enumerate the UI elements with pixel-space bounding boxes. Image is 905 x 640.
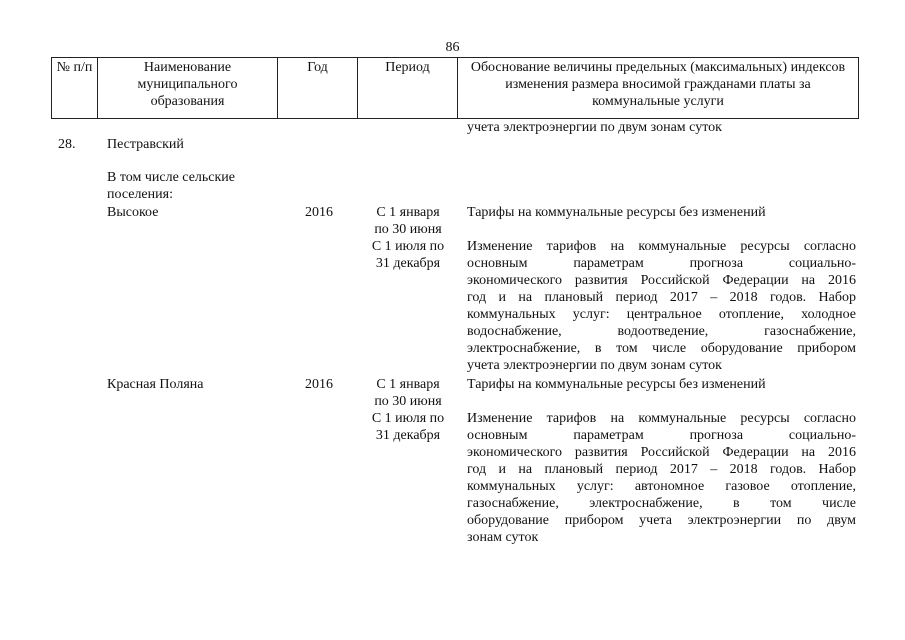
settlement-name: Красная Поляна [107,377,204,392]
carryover-text: учета электроэнергии по двум зонам суток [467,120,722,135]
entry-subheading [107,169,235,203]
basis-line: оборудование прибором учета электроэнергии по двум [467,513,856,528]
basis-line: год и на плановый период 2017 – 2018 годов. Набор [467,462,856,477]
period-line: С 1 января [376,205,440,220]
basis-line: основным параметрам прогноза социально- [467,256,856,271]
header-basis: Обоснование величины предельных (максимальных) индексов изменения размера вносимой гражданами платы за коммунальные услуги [458,58,859,119]
page-number: 86 [445,40,460,55]
basis-line: коммунальных услуг: центральное отопление, холодное [467,307,856,322]
header-period: Период [358,58,458,119]
basis-line: экономического развития Российской Федерации на 2016 [467,273,856,288]
header-year: Год [278,58,358,119]
header-municipality: Наименование муниципального образования [98,58,278,119]
period-line: С 1 июля по [371,411,445,426]
basis-first-half: Тарифы на коммунальные ресурсы без изменений [467,377,766,392]
basis-line: Изменение тарифов на коммунальные ресурсы согласно [467,411,856,426]
subheading-line: В том числе сельские [107,170,236,185]
period-line: 31 декабря [375,428,441,443]
basis-second-half [467,410,856,546]
basis-line: год и на плановый период 2017 – 2018 годов. Набор [467,290,856,305]
period-first-half [362,204,454,238]
period-line: по 30 июня [374,394,442,409]
basis-second-half [467,238,856,374]
basis-line: Изменение тарифов на коммунальные ресурсы согласно [467,239,856,254]
period-line: по 30 июня [374,222,442,237]
basis-line: учета электроэнергии по двум зонам суток [467,358,722,373]
period-line: С 1 января [376,377,440,392]
basis-line: основным параметрам прогноза социально- [467,428,856,443]
basis-line: коммунальных услуг: автономное газовое отопление, [467,479,856,494]
period-line: 31 декабря [375,256,441,271]
settlement-year: 2016 [305,377,333,392]
period-second-half [362,238,454,272]
basis-line: газоснабжение, электроснабжение, в том числе [467,496,856,511]
basis-line: экономического развития Российской Федерации на 2016 [467,445,856,460]
settlement-year: 2016 [305,205,333,220]
basis-line: зонам суток [467,530,539,545]
period-second-half [362,410,454,444]
period-first-half [362,376,454,410]
basis-line: электроснабжение, в том числе оборудование прибором [467,341,856,356]
table-header [51,57,859,119]
basis-first-half: Тарифы на коммунальные ресурсы без изменений [467,205,766,220]
entry-number: 28. [58,137,76,152]
header-number: № п/п [52,58,98,119]
period-line: С 1 июля по [371,239,445,254]
subheading-line: поселения: [107,187,173,202]
entry-name: Пестравский [107,137,184,152]
settlement-name: Высокое [107,205,159,220]
basis-line: водоснабжение, водоотведение, газоснабжение, [467,324,856,339]
